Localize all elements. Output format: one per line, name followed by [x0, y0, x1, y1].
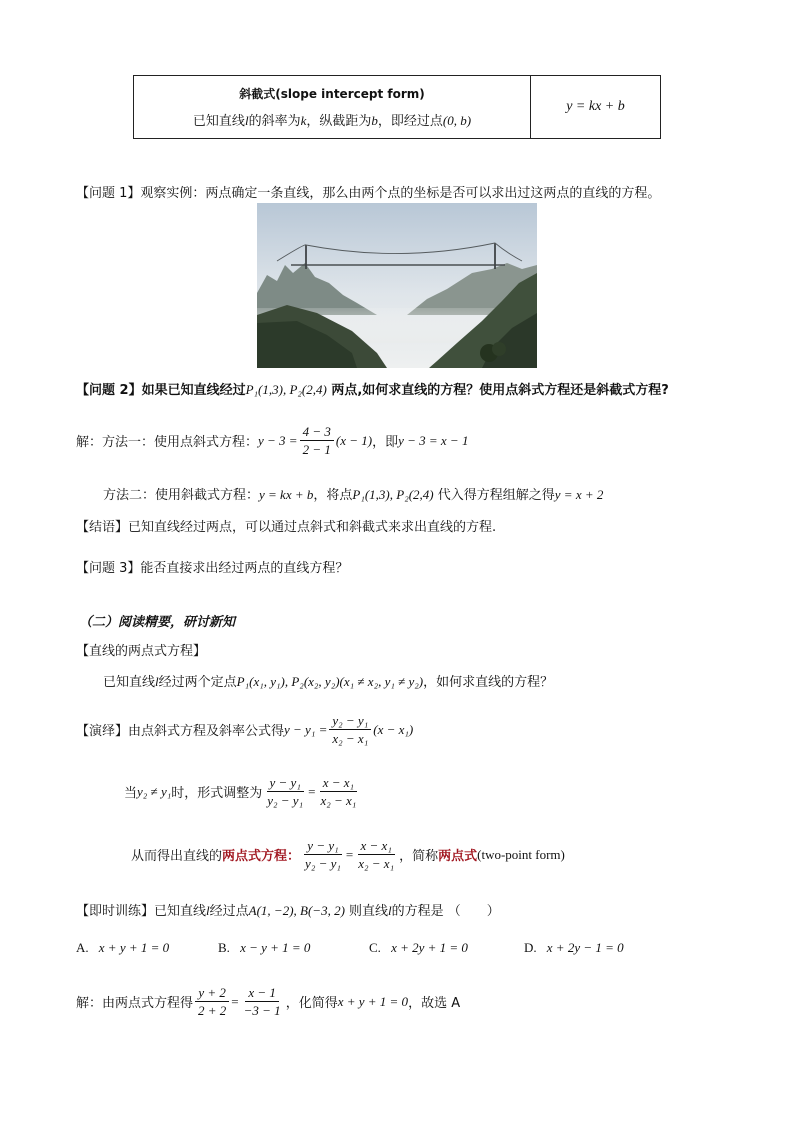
definition-cell	[134, 76, 531, 139]
bridge-photo	[257, 203, 537, 368]
definition-desc: 已知直线l的斜率为k，纵截距为b，即经过点(0, b)	[192, 113, 472, 129]
form-adjustment: 当 y₂ ≠ y₁ 时，形式调整为 $\frac{\text{y − y₁}}{\text{y₂ − y₁}}$ = $\frac{\text{x − x₁}}{\text{x₂ − x₁}}$	[124, 775, 357, 808]
derivation: 【演绎】由点斜式方程及斜率公式得 y − y₁ = $\frac{\text{y₂ − y₁}}{\text{x₂ − x₁}}$ (x − x₁)	[76, 713, 414, 746]
definition-table	[133, 75, 661, 139]
option-c[interactable]: C. x + 2y + 1 = 0	[369, 940, 468, 955]
question-2: 【问题 2】如果已知直线经过P₁(1,3), P₂(2,4) 两点,如何求直线的方程？使用点斜式方程还是斜截式方程?	[76, 382, 669, 398]
option-b[interactable]: B. x − y + 1 = 0	[218, 940, 311, 955]
two-point-form: 从而得出直线的 两点式方程 ： $\frac{\text{y − y₁}}{\text{y₂ − y₁}}$ = $\frac{\text{x − x₁}}{\text{x₂ − x₁}}$ ，简称 两点式 (two-point form)	[131, 838, 565, 871]
slope-intercept-formula: y = kx + b	[566, 99, 625, 114]
solution-method-2: 方法二：使用斜截式方程：y = kx + b，将点P₁(1,3), P₂(2,4) 代入得方程组解之得y = x + 2	[103, 487, 604, 503]
solution-method-1: 解：方法一：使用点斜式方程： y − 3 = $\frac{4 - 3}{2 - 1}$ (x − 1) ，即 y − 3 = x − 1	[76, 424, 469, 457]
two-point-heading: 【直线的两点式方程】	[76, 644, 207, 659]
answer: 解：由两点式方程得 $\frac{y + 2}{2 + 2}$ = $\frac{x - 1}{-3 - 1}$ ，化简得 x + y + 1 = 0 ，故选 A	[76, 985, 461, 1018]
question-3: 【问题 3】能否直接求出经过两点的直线方程？	[76, 561, 349, 576]
conclusion: 【结语】已知直线经过两点，可以通过点斜式和斜截式来求出直线的方程.	[76, 520, 497, 535]
section-heading: （二）阅读精要，研讨新知	[79, 615, 236, 630]
question-1: 【问题 1】观察实例：两点确定一条直线，那么由两个点的坐标是否可以求出过这两点的直线的方程。	[76, 186, 661, 201]
formula-cell	[531, 76, 661, 139]
option-a[interactable]: A. x + y + 1 = 0	[76, 940, 170, 955]
two-point-question: 已知直线l经过两个定点P₁(x₁, y₁), P₂(x₂, y₂)(x₁ ≠ x₂, y₁ ≠ y₂)，如何求直线的方程？	[103, 674, 554, 690]
practice-question: 【即时训练】已知直线l经过点A(1, −2), B(−3, 2) 则直线l的方程是 （ ）	[76, 903, 500, 919]
definition-title: 斜截式(slope intercept form)	[239, 87, 425, 101]
option-d[interactable]: D. x + 2y − 1 = 0	[524, 940, 624, 955]
